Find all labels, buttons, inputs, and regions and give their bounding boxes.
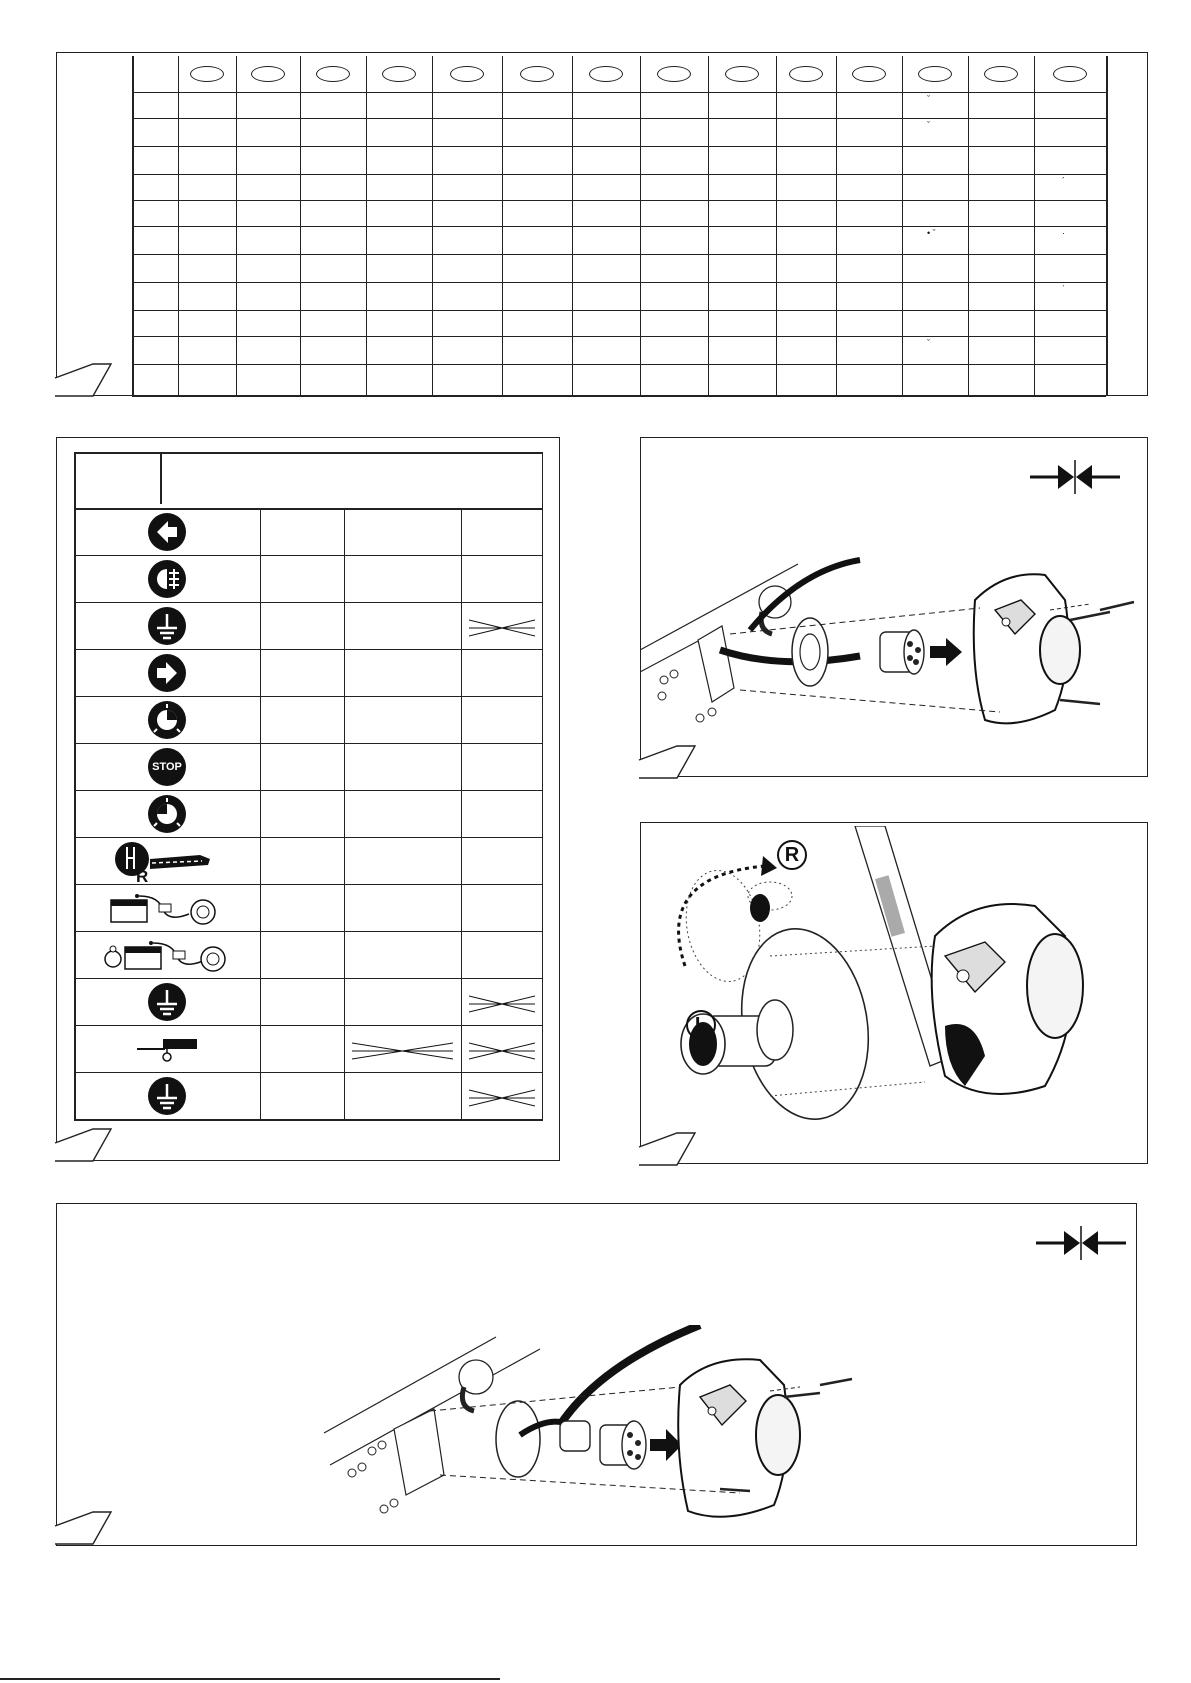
pin-number-oval bbox=[789, 66, 823, 82]
pin-number-oval bbox=[918, 66, 952, 82]
crossed-cell-mark bbox=[352, 1041, 453, 1061]
inward-arrows-icon bbox=[1030, 460, 1120, 494]
table-row-rule bbox=[74, 1025, 543, 1026]
ground-icon bbox=[147, 606, 187, 646]
right-turn-indicator-icon bbox=[147, 653, 187, 693]
table-border bbox=[542, 452, 544, 1119]
mount-label-right: R bbox=[777, 840, 807, 870]
table-row-rule bbox=[74, 602, 543, 603]
panel-corner-tab bbox=[53, 360, 113, 400]
crossed-cell-mark bbox=[469, 994, 535, 1014]
tail-light-left-icon bbox=[147, 794, 187, 834]
table-border bbox=[74, 452, 76, 1119]
table-row-rule bbox=[132, 364, 1106, 365]
table-row-rule bbox=[74, 1072, 543, 1073]
socket-assembly-detail-illustration bbox=[320, 1325, 860, 1545]
cell-mark: ˇ bbox=[927, 94, 930, 104]
table-column-rule bbox=[1106, 56, 1108, 396]
cell-mark: ´ bbox=[1062, 176, 1065, 186]
table-row-rule bbox=[132, 254, 1106, 255]
table-border bbox=[74, 452, 543, 454]
left-turn-indicator-icon bbox=[147, 512, 187, 552]
table-row-rule bbox=[74, 696, 543, 697]
table-row-rule bbox=[74, 743, 543, 744]
table-row-rule bbox=[74, 931, 543, 932]
cell-mark: ˇ bbox=[927, 338, 930, 348]
panel-corner-tab bbox=[53, 1508, 113, 1548]
socket-orientation-illustration bbox=[645, 826, 1143, 1138]
pin-number-oval bbox=[520, 66, 554, 82]
table-row-rule bbox=[74, 508, 543, 510]
pin-number-oval bbox=[657, 66, 691, 82]
wiring-legend-table bbox=[74, 452, 543, 1117]
cell-mark: · bbox=[1062, 228, 1065, 238]
panel-corner-tab bbox=[53, 1125, 113, 1165]
pin-number-oval bbox=[251, 66, 285, 82]
ground-icon bbox=[147, 982, 187, 1022]
cell-mark: ˋ bbox=[1062, 284, 1065, 294]
pin-number-oval bbox=[450, 66, 484, 82]
table-row-rule bbox=[74, 649, 543, 650]
pin-number-oval bbox=[852, 66, 886, 82]
cell-mark: ˇ bbox=[927, 120, 930, 130]
table-row-rule bbox=[132, 200, 1106, 201]
table-column-rule bbox=[260, 508, 261, 1119]
pin-number-oval bbox=[1053, 66, 1087, 82]
ground-icon bbox=[147, 1076, 187, 1116]
table-row-rule bbox=[132, 118, 1106, 119]
socket-mounting-illustration bbox=[640, 540, 1140, 770]
table-row-rule bbox=[74, 555, 543, 556]
battery-ignition-supply-icon bbox=[103, 937, 231, 973]
table-row-rule bbox=[132, 226, 1106, 227]
table-row-rule bbox=[132, 282, 1106, 283]
table-row-rule bbox=[132, 310, 1106, 311]
header-divider bbox=[160, 452, 162, 504]
stop-label: STOP bbox=[152, 760, 182, 773]
pin-number-oval bbox=[984, 66, 1018, 82]
table-border bbox=[74, 1119, 543, 1121]
tail-light-right-icon bbox=[147, 700, 187, 740]
pin-assignment-table bbox=[132, 56, 1106, 396]
table-row-rule bbox=[132, 92, 1106, 93]
pin-number-oval bbox=[190, 66, 224, 82]
pin-number-oval bbox=[589, 66, 623, 82]
crossed-cell-mark bbox=[469, 618, 535, 638]
table-row-rule bbox=[74, 837, 543, 838]
table-row-rule bbox=[132, 396, 1106, 397]
reverse-label: R bbox=[136, 866, 149, 886]
battery-permanent-supply-icon bbox=[107, 890, 227, 926]
pin-number-oval bbox=[382, 66, 416, 82]
rear-fog-light-icon bbox=[147, 559, 187, 599]
inward-arrows-icon bbox=[1036, 1226, 1126, 1260]
crossed-cell-mark bbox=[469, 1041, 535, 1061]
table-column-rule bbox=[344, 508, 345, 1119]
table-column-rule bbox=[461, 508, 462, 1119]
table-row-rule bbox=[132, 174, 1106, 175]
mount-label-left: L bbox=[686, 1010, 716, 1040]
table-row-rule bbox=[132, 336, 1106, 337]
reversing-light-icon bbox=[112, 841, 222, 881]
table-row-rule bbox=[74, 978, 543, 979]
coupling-sensor-icon bbox=[137, 1035, 197, 1063]
table-row-rule bbox=[74, 790, 543, 791]
pin-number-oval bbox=[316, 66, 350, 82]
crossed-cell-mark bbox=[469, 1088, 535, 1108]
cell-mark: • ˇ bbox=[927, 228, 936, 238]
pin-number-oval bbox=[725, 66, 759, 82]
table-row-rule bbox=[132, 146, 1106, 147]
footer-rule bbox=[0, 1678, 500, 1680]
